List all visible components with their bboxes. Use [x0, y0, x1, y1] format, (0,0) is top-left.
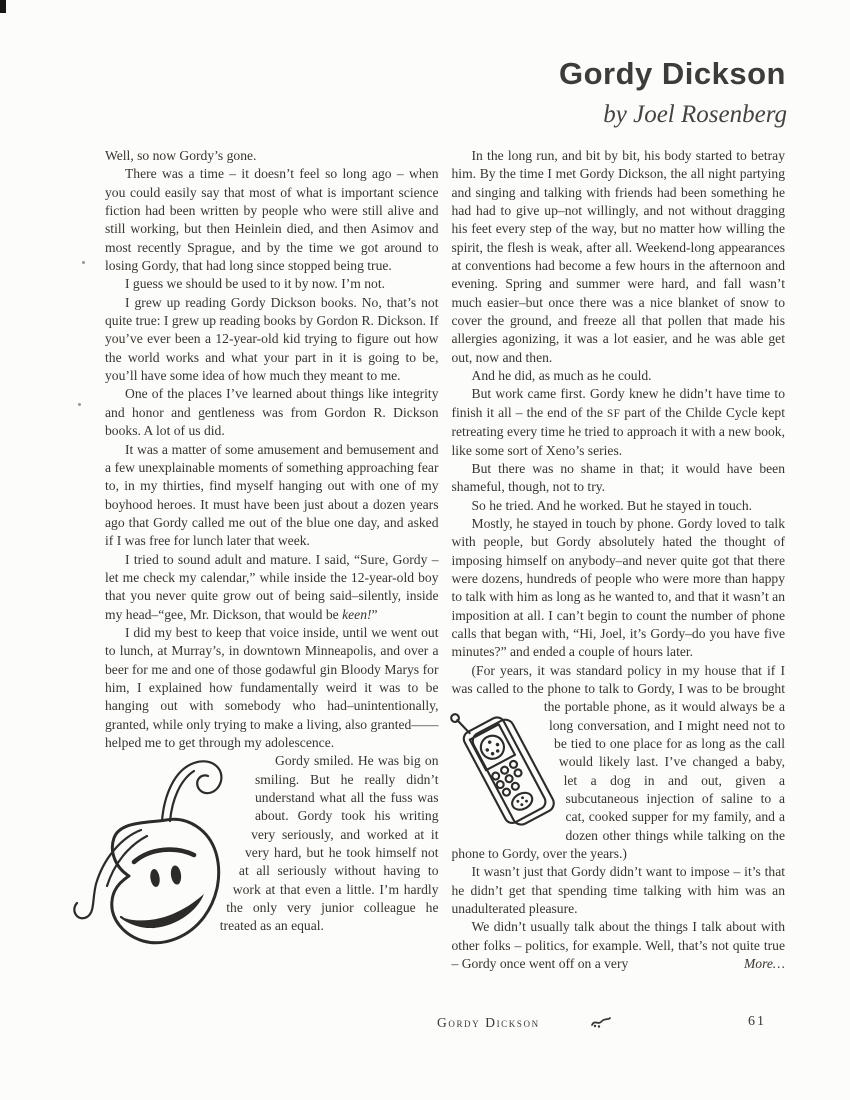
- page-title: Gordy Dickson: [559, 56, 786, 91]
- paragraph: I did my best to keep that voice inside, until we went out to lunch, at Murray’s, in downtown Minneapolis, and over a beer for me and one of those godawful gin Bloody Marys for him, I explained how fundamentally weird it was to be hanging out with somebody who had–unintentionally, granted, while only trying to make a living, also granted——helped me to get through my adolescence.: [105, 624, 439, 750]
- cordless-phone-doodle-illustration: [450, 700, 562, 842]
- paragraph: So he tried. And he worked. But he stayed in touch.: [471, 497, 753, 513]
- paragraph: Well, so now Gordy’s gone.: [105, 148, 257, 163]
- fleuron-squiggle-icon: [590, 1015, 612, 1034]
- paragraph-text: ”: [371, 606, 378, 622]
- column-left: [105, 147, 439, 973]
- footer-running-title: Gordy Dickson: [437, 1015, 540, 1030]
- paragraph: [105, 551, 439, 624]
- page-number: 61: [748, 1014, 766, 1029]
- paragraph: In the long run, and bit by bit, his body started to betray him. By the time I met Gordy Dickson, the all night partying and singing and talking with friends had been something he had had to give up–not willingly, and not without dragging his feet every step of the way, but no matter how willing the spirit, the flesh is weak, after all. Weekend-long appearances at conventions had become a few hours in the afternoon and evening. Spring and summer were hard, and fall wasn’t much easier–but once there was a nice blanket of snow to cover the ground, and freeze all that pollen that made his allergies agonizing, it was a lot easier, and he was able get out, now and then.: [451, 148, 785, 365]
- byline: by Joel Rosenberg: [603, 101, 787, 128]
- paragraph: I guess we should be used to it by now. I’m not.: [125, 276, 386, 292]
- paragraph: But there was no shame in that; it would have been shameful, though, not to try.: [451, 460, 785, 495]
- paragraph: And he did, as much as he could.: [471, 368, 652, 384]
- paragraph-text: Gordy smiled. He was big on smiling. But he really didn’t understand what all the fuss was about. Gordy took his writing very seriously, and worked at it very hard, but he took himself not at all seriously without having to work at that even a little. I’m hardly the only very junior colleague he treated as an equal.: [219, 753, 439, 934]
- small-caps-abbreviation: SF: [607, 407, 621, 420]
- paragraph: One of the places I’ve learned about things like integrity and honor and gentleness was from Gordon R. Dickson books. A lot of us did.: [105, 386, 439, 439]
- continuation-marker: More…: [743, 956, 785, 972]
- paragraph: It was a matter of some amusement and bemusement and a few unexplainable moments of something approaching fear to, in my thirties, find myself hanging out with one of my boyhood heroes. It must have been just about a dozen years ago that Gordy called me out of the blue one day, and asked if I was free for lunch later that week.: [105, 441, 439, 549]
- italic-word: keen!: [342, 606, 372, 622]
- paragraph: It wasn’t just that Gordy didn’t want to impose – it’s that he didn’t get that spending time talking with him was an unadulterated pleasure.: [451, 864, 785, 917]
- column-right: [452, 147, 786, 973]
- scan-speck: [82, 261, 85, 264]
- paragraph-with-illustration: [105, 752, 439, 935]
- paragraph-text: I tried to sound adult and mature. I said, “Sure, Gordy –let me check my calendar,” while inside the 12-year-old boy that you never quite grow out of being said–silently, inside my head–“gee, Mr. Dickson, that would be: [105, 551, 439, 622]
- article-columns: [105, 147, 785, 973]
- paragraph-text: We didn’t usually talk about the things I talk about with other folks – politics, for example. Well, that’s not quite true – Gordy once went off on a very: [451, 919, 785, 972]
- paragraph-text: brought the portable phone, as it would always be a long conversation, and I might need not to be tied to one place for as long as the call would likely last. I’ve changed a baby, let a dog in and out, given a subcutaneous injection of saline to a cat, cooked supper for my family, and a dozen other things while talking on the phone to Gordy, over the years.): [451, 680, 785, 862]
- paragraph: There was a time – it doesn’t feel so long ago – when you could easily say that most of what is important science fiction had been written by people who were still alive and still working, but then Heinlein died, and then Asimov and most recently Sprague, and by the time we got around to losing Gordy, that had long since stopped being true.: [105, 166, 439, 274]
- paragraph: I grew up reading Gordy Dickson books. No, that’s not quite true: I grew up reading books by Gordon R. Dickson. If you’ve ever been a 12-year-old kid trying to figure out how the world works and what your part in it is going to be, you’ll have some idea of how much they meant to me.: [105, 294, 439, 384]
- paragraph-text: But work came first. Gordy knew he didn’t have time to finish it all – the end of the: [451, 386, 785, 420]
- paragraph: [452, 385, 786, 459]
- paragraph-text: part of the Childe Cycle kept retreating every time he tried to approach it with a new book, like some sort of Xeno’s series.: [451, 404, 785, 458]
- paragraph: Mostly, he stayed in touch by phone. Gordy loved to talk with people, but Gordy absolutely hated the thought of imposing himself on anybody–and never quite got that there were dozens, hundreds of people who were more than happy to talk with him as long as he wanted to, and that it wasn’t an imposition at all. I can’t begin to count the number of phone calls that began with, “Hi, Joel, it’s Gordy–do you have five minutes?” and ended a couple of hours later.: [451, 515, 785, 660]
- scan-speck: [78, 403, 81, 406]
- scan-corner-artifact: [0, 0, 6, 13]
- paragraph-with-illustration: [452, 662, 786, 864]
- paragraph-text: (For years, it was standard policy in my house that if I was called to the phone to talk to Gordy, I was to be: [451, 662, 785, 696]
- paragraph: [452, 918, 786, 973]
